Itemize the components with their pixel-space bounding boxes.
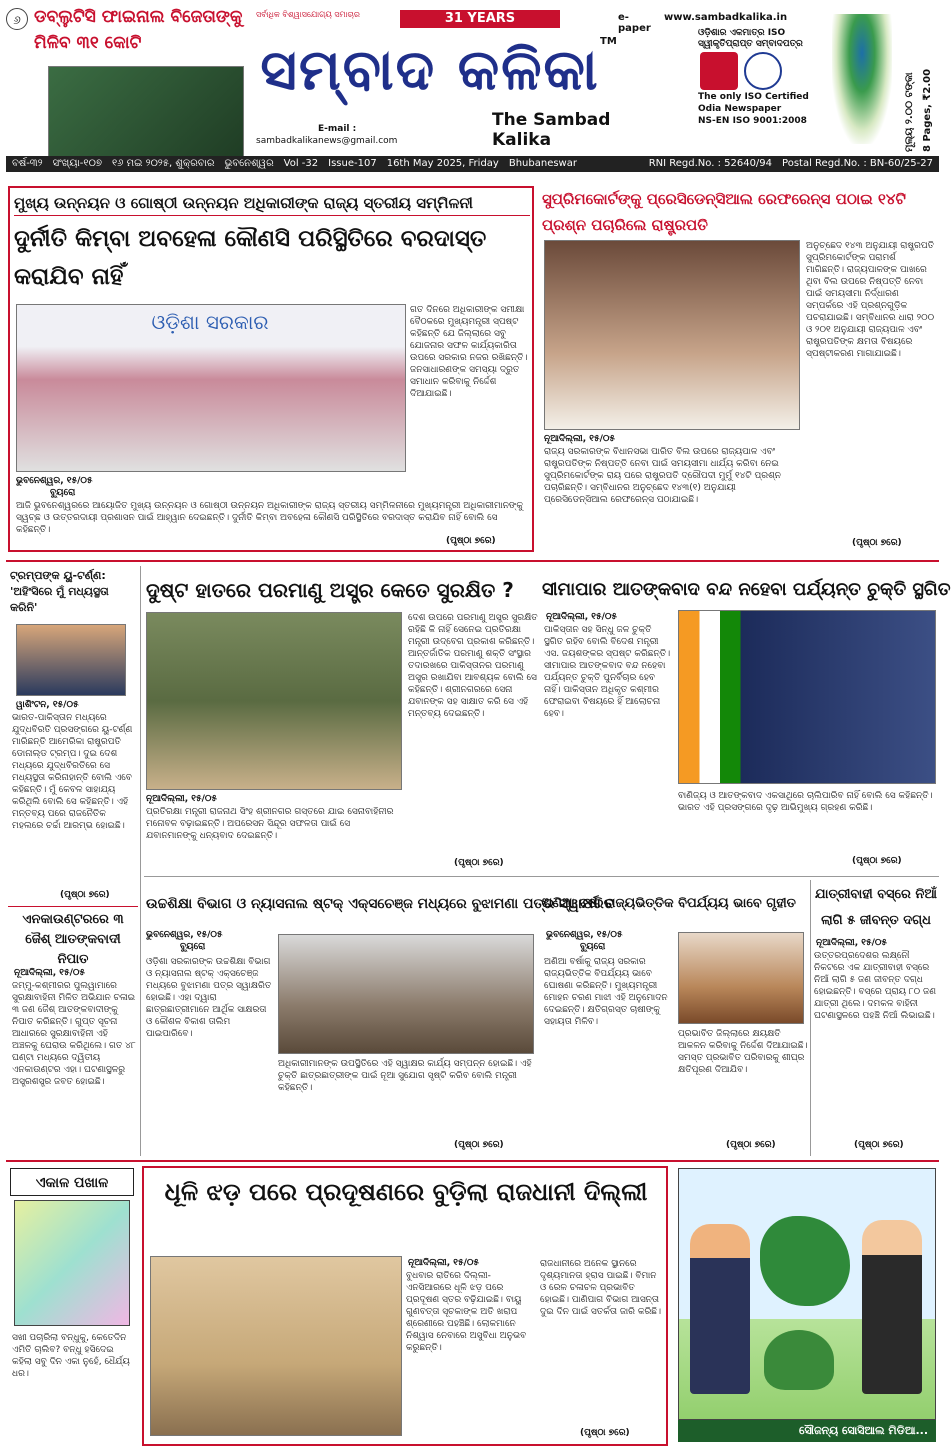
story-7-byline: ବ୍ୟୁରୋ xyxy=(180,942,206,952)
story-5-photo xyxy=(678,610,936,784)
story-7-photo xyxy=(278,934,534,1054)
email-label: E-mail : xyxy=(318,124,357,134)
story-7-continued: (ପୃଷ୍ଠା ୭ରେ) xyxy=(454,1140,504,1150)
ivqa-logo-icon xyxy=(700,52,738,90)
story-5-body: ପାକିସ୍ତାନ ସହ ସିନ୍ଧୁ ଜଳ ଚୁକ୍ତି ସ୍ଥଗିତ ରହିବ ବୋଲି ବିଦେଶ ମନ୍ତ୍ରୀ ଏସ. ଜୟଶଙ୍କର ସ୍ପଷ୍ଟ କରିଛନ୍ତି। ସୀମାପାର ଆତଙ୍କବାଦ ବନ୍ଦ ନହେବା ପର୍ଯ୍ୟନ୍ତ ଚୁକ୍ତି ପୁନର୍ବିଚାର ହେବ ନାହିଁ। ପାକିସ୍ତାନ ଅଧିକୃତ କଶ୍ମୀର ଫେରାଇବା ବିଷୟରେ ହିଁ ଆଲୋଚନା ହେବ। xyxy=(544,625,671,719)
story-10-dateline: ନୂଆଦିଲ୍ଲୀ, ୧୫/୦୫ xyxy=(408,1258,480,1268)
story-6-rule xyxy=(8,906,138,907)
story-3-dateline: ୱାଶିଂଟନ, ୧୫/୦୫ xyxy=(16,700,79,710)
dateline-year: ବର୍ଷ-୩୨ xyxy=(12,158,43,169)
story-1-side-text: ଗତ ଦିନରେ ଅଧିକାରୀଙ୍କ ସମୀକ୍ଷା ବୈଠକରେ ମୁଖ୍ୟମନ୍ତ୍ରୀ ସ୍ପଷ୍ଟ କହିଛନ୍ତି ଯେ ଜିଲ୍ଲାରେ ସବୁ ଯୋଜନାର ସଫଳ କାର୍ଯ୍ୟକାରିତା ଉପରେ ସରକାର ନଜର ରଖିଛନ୍ତି। ଜନସାଧାରଣଙ୍କ ସମସ୍ୟା ଦ୍ରୁତ ସମାଧାନ କରିବାକୁ ନିର୍ଦ୍ଦେଶ ଦିଆଯାଇଛି। xyxy=(410,305,528,399)
story-3-body: ଭାରତ-ପାକିସ୍ତାନ ମଧ୍ୟରେ ଯୁଦ୍ଧବିରତି ପ୍ରସଙ୍ଗରେ ୟୁ-ଟର୍ଣ୍ଣ ମାରିଛନ୍ତି ଆମେରିକା ରାଷ୍ଟ୍ରପତି ଡୋନାଲ୍ଡ ଟ୍ରମ୍ପ। ଦୁଇ ଦେଶ ମଧ୍ୟରେ ଯୁଦ୍ଧବିରତିରେ ସେ ମଧ୍ୟସ୍ଥତା କରିନାହାନ୍ତି ବୋଲି ଏବେ କହିଛନ୍ତି। ମୁଁ କେବଳ ସାହାଯ୍ୟ କରିଥିଲି ବୋଲି ସେ କହିଛନ୍ତି। ଏହି ମନ୍ତବ୍ୟ ପରେ ରାଜନୈତିକ ମହଲରେ ଚର୍ଚ୍ଚା ଆରମ୍ଭ ହୋଇଛି। xyxy=(12,713,133,831)
story-2-body: ରାଜ୍ୟ ସରକାରଙ୍କ ବିଧାନସଭା ପାରିତ ବିଲ ଉପରେ ରାଜ୍ୟପାଳ ଏବଂ ରାଷ୍ଟ୍ରପତିଙ୍କ ନିଷ୍ପତ୍ତି ନେବା ପାଇଁ ସମୟସୀମା ଧାର୍ଯ୍ୟ କରିବା ନେଇ ସୁପ୍ରିମକୋର୍ଟଙ୍କ ରାୟ ପରେ ରାଷ୍ଟ୍ରପତି ଦ୍ରୌପଦୀ ମୁର୍ମୁ ୧୪ଟି ପ୍ରଶ୍ନ ପଚାରିଛନ୍ତି। ସମ୍ବିଧାନର ଅନୁଚ୍ଛେଦ ୧୪୩(୧) ଅନୁଯାୟୀ ପ୍ରେସିଡେନ୍ସିଆଲ ରେଫରେନ୍ସ ପଠାଯାଇଛି। xyxy=(544,447,781,505)
political-cartoon-caption: ସୌଜନ୍ୟ ସୋସିଆଲ ମିଡିଆ... xyxy=(678,1420,936,1442)
iso-line-1: The only ISO Certified xyxy=(698,92,809,102)
story-10-photo xyxy=(150,1256,402,1436)
story-10-headline: ଧୂଳି ଝଡ଼ ପରେ ପ୍ରଦୂଷଣରେ ବୁଡ଼ିଲା ରାଜଧାନୀ ଦିଲ୍ଲୀ xyxy=(164,1178,648,1206)
story-1-continued: (ପୃଷ୍ଠା ୭ରେ) xyxy=(446,536,496,546)
dateline-bar xyxy=(6,156,939,172)
section-divider-1 xyxy=(6,560,939,562)
story-8-dateline: ଭୁବନେଶ୍ୱର, ୧୫/୦୫ xyxy=(546,930,623,940)
story-1-kicker: ମୁଖ୍ୟ ଉନ୍ନୟନ ଓ ଗୋଷ୍ଠୀ ଉନ୍ନୟନ ଅଧିକାରୀଙ୍କ ରାଜ୍ୟ ସ୍ତରୀୟ ସମ୍ମିଳନୀ xyxy=(14,190,530,216)
page-number: ୬ xyxy=(6,8,28,30)
dateline-date-en: 16th May 2025, Friday xyxy=(386,158,499,169)
dateline-vol: Vol -32 xyxy=(283,158,319,169)
dateline-date-odia: ୧୬ ମଇ ୨୦୨୫, ଶୁକ୍ରବାର xyxy=(111,158,215,169)
story-7-body: ଓଡ଼ିଶା ସରକାରଙ୍କ ଉଚ୍ଚଶିକ୍ଷା ବିଭାଗ ଓ ନ୍ୟାସନାଲ ଷ୍ଟକ୍ ଏକ୍ସଚେଞ୍ଜ ମଧ୍ୟରେ ବୁଝାମଣା ପତ୍ର ସ୍ୱାକ୍ଷରିତ ହୋଇଛି। ଏହା ଦ୍ୱାରା ଛାତ୍ରଛାତ୍ରୀମାନେ ଆର୍ଥିକ ସାକ୍ଷରତା ଓ କୌଶଳ ବିକାଶ ତାଲିମ ପାଇପାରିବେ। xyxy=(146,957,272,1039)
masthead-english: The Sambad Kalika xyxy=(492,110,611,150)
story-8-photo xyxy=(678,932,804,1024)
cartoon-dog-icon xyxy=(764,1330,834,1390)
story-3-headline: ଟ୍ରମ୍ପଙ୍କ ୟୁ-ଟର୍ଣ୍ଣ: 'ଅହିଂସିରେ ମୁଁ ମଧ୍ୟସ୍ଥତା କରିନି' xyxy=(10,569,109,614)
story-5-headline: ସୀମାପାର ଆତଙ୍କବାଦ ବନ୍ଦ ନହେବା ପର୍ଯ୍ୟନ୍ତ ଚୁକ୍ତି ସ୍ଥଗିତ xyxy=(542,579,951,600)
story-5-side-text: ବାଣିଜ୍ୟ ଓ ଆତଙ୍କବାଦ ଏକସାଥିରେ ଚାଲିପାରିବ ନାହିଁ ବୋଲି ସେ କହିଛନ୍ତି। ଭାରତ ଏହି ପ୍ରସଙ୍ଗରେ ଦୃଢ଼ ଆଭିମୁଖ୍ୟ ଗ୍ରହଣ କରିଛି। xyxy=(678,791,933,813)
story-1-byline: ବ୍ୟୁରୋ xyxy=(50,488,76,498)
story-7-headline: ଉଚ୍ଚଶିକ୍ଷା ବିଭାଗ ଓ ନ୍ୟାସନାଲ ଷ୍ଟକ୍ ଏକ୍ସଚେଞ୍ଜ ମଧ୍ୟରେ ବୁଝାମଣା ପତ୍ର ସ୍ୱାକ୍ଷରିତ xyxy=(146,896,614,912)
masthead-title: ସମ୍ବାଦ କଳିକା xyxy=(260,38,600,103)
story-7-side-text: ଅଧିକାରୀମାନଙ୍କ ଉପସ୍ଥିତିରେ ଏହି ସ୍ୱାକ୍ଷର କାର୍ଯ୍ୟ ସମ୍ପନ୍ନ ହୋଇଛି। ଏହି ଚୁକ୍ତି ଛାତ୍ରଛାତ୍ରୀଙ୍କ ପାଇଁ ନୂଆ ସୁଯୋଗ ସୃଷ୍ଟି କରିବ ବୋଲି ମନ୍ତ୍ରୀ କହିଛନ୍ତି। xyxy=(278,1059,532,1093)
story-4-body: ପ୍ରତିରକ୍ଷା ମନ୍ତ୍ରୀ ରାଜନାଥ ସିଂହ ଶ୍ରୀନଗର ଗସ୍ତରେ ଯାଇ ସେନାବାହିନୀର ମନୋବଳ ବଢ଼ାଇଛନ୍ତି। ଅପରେସନ ସିନ୍ଦୂର ସଫଳତା ପାଇଁ ସେ ଯବାନମାନଙ୍କୁ ଧନ୍ୟବାଦ ଦେଇଛନ୍ତି। xyxy=(146,807,394,841)
price-pages: 8 Pages, ₹2.00 xyxy=(922,68,933,152)
story-4-side-text: ଦେଶ ଉପରେ ପରମାଣୁ ଅସ୍ତ୍ର ସୁରକ୍ଷିତ ରହିଛି କି ନାହିଁ ସେନେଇ ପ୍ରତିରକ୍ଷା ମନ୍ତ୍ରୀ ଉଦ୍‌ବେଗ ପ୍ରକାଶ କରିଛନ୍ତି। ଆନ୍ତର୍ଜାତିକ ପରମାଣୁ ଶକ୍ତି ସଂସ୍ଥାର ତଦାରଖରେ ପାକିସ୍ତାନର ପରମାଣୁ ଅସ୍ତ୍ର ରଖାଯିବା ଆବଶ୍ୟକ ବୋଲି ସେ କହିଛନ୍ତି। ଶ୍ରୀନଗରରେ ସେନା ଯବାନଙ୍କ ସହ ସାକ୍ଷାତ କରି ସେ ଏହି ମନ୍ତବ୍ୟ ଦେଇଛନ୍ତି। xyxy=(408,613,538,719)
story-8-byline: ବ୍ୟୁରୋ xyxy=(580,942,606,952)
masthead-tagline: ସର୍ବାଧିକ ବିଶ୍ୱାସଯୋଗ୍ୟ ସମାଚାର xyxy=(256,10,360,19)
story-8-headline: ଅଣିଆ ବର୍ଷା ରାଜ୍ୟଭିତ୍ତିକ ବିପର୍ଯ୍ୟୟ ଭାବେ ଗୃହୀତ xyxy=(542,896,796,911)
iso-line-2: Odia Newspaper xyxy=(698,104,782,114)
column-rule-2 xyxy=(810,880,811,1156)
cartoon-figure-right xyxy=(862,1220,922,1394)
dateline-rni: RNI Regd.No. : 52640/94 xyxy=(648,158,773,169)
cartoon-illustration xyxy=(14,1200,130,1326)
cartoon-title: ଏକାଳ ପଖାଳ xyxy=(10,1168,134,1196)
story-1-dateline: ଭୁବନେଶ୍ୱର, ୧୫/୦୫ xyxy=(16,476,93,486)
iso-seal-icon xyxy=(744,52,782,90)
story-10-side-text: ରାଜଧାନୀରେ ଅନେକ ସ୍ଥାନରେ ଦୃଶ୍ୟମାନତା ହ୍ରାସ ପାଇଛି। ବିମାନ ଓ ରେଳ ଚଳାଚଳ ପ୍ରଭାବିତ ହୋଇଛି। ପାଣିପାଗ ବିଭାଗ ଆସନ୍ତା ଦୁଇ ଦିନ ପାଇଁ ସତର୍କତା ଜାରି କରିଛି। xyxy=(540,1259,662,1317)
story-10-continued: (ପୃଷ୍ଠା ୭ରେ) xyxy=(580,1428,630,1438)
story-8-continued: (ପୃଷ୍ଠା ୭ରେ) xyxy=(726,1140,776,1150)
years-badge: 31 YEARS xyxy=(400,10,560,28)
story-9-headline: ଯାତ୍ରୀବାହୀ ବସ୍‌ରେ ନିଆଁ ଲାଗି ୫ ଜୀବନ୍ତ ଦଗ୍ଧ xyxy=(815,887,937,928)
story-6-body: ଜମ୍ମୁ-କଶ୍ମୀରର ପୁଲୱାମାରେ ସୁରକ୍ଷାବାହିନୀ ମିଳିତ ଅଭିଯାନ ଚଳାଇ ୩ ଜଣ ଜୈଶ୍ ଆତଙ୍କବାଦୀଙ୍କୁ ନିପାତ କରିଛନ୍ତି। ଗୁପ୍ତ ସୂଚନା ଆଧାରରେ ସୁରକ୍ଷାବାହିନୀ ଏହି ଅଞ୍ଚଳକୁ ଘେରାଉ କରିଥିଲେ। ଗତ ୪୮ ଘଣ୍ଟା ମଧ୍ୟରେ ଦ୍ୱିତୀୟ ଏନକାଉଣ୍ଟର ଏହା। ଘଟଣାସ୍ଥଳରୁ ଅସ୍ତ୍ରଶସ୍ତ୍ର ଜବତ ହୋଇଛି। xyxy=(12,981,136,1087)
dateline-postal: Postal Regd.No. : BN-60/25-27 xyxy=(782,158,933,169)
trademark: TM xyxy=(600,36,617,47)
wtc-players-photo xyxy=(48,66,244,162)
peacock-feather-icon xyxy=(832,14,892,144)
cartoon-figure-left xyxy=(690,1224,750,1394)
story-2-side-text: ଅନୁଚ୍ଛେଦ ୧୪୩ ଅନୁଯାୟୀ ରାଷ୍ଟ୍ରପତି ସୁପ୍ରିମକୋର୍ଟଙ୍କ ପରାମର୍ଶ ମାଗିଛନ୍ତି। ରାଜ୍ୟପାଳଙ୍କ ପାଖରେ ଥିବା ବିଲ ଉପରେ ନିଷ୍ପତ୍ତି ନେବା ପାଇଁ ସମୟସୀମା ନିର୍ଦ୍ଧାରଣ ସମ୍ପର୍କରେ ଏହି ପ୍ରଶ୍ନଗୁଡ଼ିକ ପଚରାଯାଇଛି। ସମ୍ବିଧାନର ଧାରା ୨୦୦ ଓ ୨୦୧ ଅନୁଯାୟୀ ରାଜ୍ୟପାଳ ଏବଂ ରାଷ୍ଟ୍ରପତିଙ୍କ କ୍ଷମତା ବିଷୟରେ ସ୍ପଷ୍ଟୀକରଣ ମାଗାଯାଇଛି। xyxy=(806,241,935,359)
section-divider-3 xyxy=(6,1160,939,1162)
dateline-issue: Issue-107 xyxy=(328,158,377,169)
story-1-body: ଆଜି ଭୁବନେଶ୍ୱରରେ ଆୟୋଜିତ ମୁଖ୍ୟ ଉନ୍ନୟନ ଓ ଗୋଷ୍ଠୀ ଉନ୍ନୟନ ଅଧିକାରୀଙ୍କ ରାଜ୍ୟ ସ୍ତରୀୟ ସମ୍ମିଳନୀରେ ମୁଖ୍ୟମନ୍ତ୍ରୀ ଅଧିକାରୀମାନଙ୍କୁ ସ୍ୱଚ୍ଛ ଓ ଉତ୍ତରଦାୟୀ ପ୍ରଶାସନ ପାଇଁ ଆହ୍ୱାନ ଦେଇଛନ୍ତି। ଦୁର୍ନୀତି କିମ୍ବା ଅବହେଳା କୌଣସି ପରିସ୍ଥିତିରେ ବରଦାସ୍ତ କରାଯିବ ନାହିଁ ବୋଲି ସେ କହିଛନ୍ତି। xyxy=(16,501,524,535)
story-8-side-text: ପ୍ରଭାବିତ ଜିଲ୍ଲାରେ କ୍ଷୟକ୍ଷତି ଆକଳନ କରିବାକୁ ନିର୍ଦ୍ଦେଶ ଦିଆଯାଇଛି। ସମସ୍ତ ପ୍ରଭାବିତ ପରିବାରକୁ ଶୀଘ୍ର କ୍ଷତିପୂରଣ ଦିଆଯିବ। xyxy=(678,1029,808,1075)
dateline-city-odia: ଭୁବନେଶ୍ୱର xyxy=(224,158,274,169)
email-address: sambadkalikanews@gmail.com xyxy=(256,136,398,146)
story-4-headline: ଦୁଷ୍ଟ ହାତରେ ପରମାଣୁ ଅସ୍ତ୍ର କେତେ ସୁରକ୍ଷିତ ? xyxy=(146,578,514,602)
story-10-body: ବୁଧବାର ରାତିରେ ଦିଲ୍ଲୀ-ଏନସିଆରରେ ଧୂଳି ଝଡ଼ ପରେ ପ୍ରଦୂଷଣ ସ୍ତର ବଢ଼ିଯାଇଛି। ବାୟୁ ଗୁଣବତ୍ତା ସୂଚକାଙ୍କ ଅତି ଖରାପ ଶ୍ରେଣୀରେ ପହଞ୍ଚିଛି। ଲୋକମାନେ ନିଶ୍ୱାସ ନେବାରେ ଅସୁବିଧା ଅନୁଭବ କରୁଛନ୍ତି। xyxy=(406,1271,527,1353)
story-2-headline: ସୁପ୍ରିମକୋର୍ଟଙ୍କୁ ପ୍ରେସିଡେନ୍ସିଆଲ ରେଫରେନ୍ସ ପଠାଇ ୧୪ଟି ପ୍ରଶ୍ନ ପଚାରିଲେ ରାଷ୍ଟ୍ରପତି xyxy=(542,190,906,234)
iso-odia-text: ଓଡ଼ିଶାର ଏକମାତ୍ର ISO ସ୍ୱୀକୃତିପ୍ରାପ୍ତ ସମ୍ବାଦପତ୍ର xyxy=(698,28,803,49)
story-2-dateline: ନୂଆଦିଲ୍ଲୀ, ୧୫/୦୫ xyxy=(544,434,616,444)
story-2-photo xyxy=(544,240,800,430)
story-8-body: ଅଣିଆ ବର୍ଷାକୁ ରାଜ୍ୟ ସରକାର ରାଜ୍ୟଭିତ୍ତିକ ବିପର୍ଯ୍ୟୟ ଭାବେ ଘୋଷଣା କରିଛନ୍ତି। ମୁଖ୍ୟମନ୍ତ୍ରୀ ମୋହନ ଚରଣ ମାଝୀ ଏହି ଅନୁମୋଦନ ଦେଇଛନ୍ତି। କ୍ଷତିଗ୍ରସ୍ତ ଚାଷୀଙ୍କୁ ସହାୟତା ମିଳିବ। xyxy=(544,957,668,1027)
dateline-issue-odia: ସଂଖ୍ୟା-୧୦୭ xyxy=(52,158,102,169)
story-5-continued: (ପୃଷ୍ଠା ୭ରେ) xyxy=(852,856,902,866)
story-6-dateline: ନୂଆଦିଲ୍ଲୀ, ୧୫/୦୫ xyxy=(14,968,86,978)
iso-line-3: NS-EN ISO 9001:2008 xyxy=(698,116,807,126)
cartoon-caption: ସଖୀ ପଚାରିଲା ବନ୍ଧୁକୁ, କେତେଦିନ ଏମିତି ଚାଲିବ? ବନ୍ଧୁ ହସିଦେଇ କହିଲା ସବୁ ଦିନ ଏକା ନୁହେଁ, ଧୈର୍ଯ୍ୟ ଧର। xyxy=(12,1333,130,1379)
top-left-headline: ଡବ୍ଲୁଟିସି ଫାଇନାଲ ବିଜେତାଙ୍କୁ ମିଳିବ ୩୧ କୋଟି xyxy=(34,7,243,53)
price-odia: ମୂଲ୍ୟ ୨.୦୦ ଟଙ୍କା xyxy=(904,72,915,152)
story-5-dateline: ନୂଆଦିଲ୍ଲୀ, ୧୫/୦୫ xyxy=(546,612,618,622)
story-4-photo xyxy=(146,612,402,790)
story-1-photo-banner: ଓଡ଼ିଶା ସରକାର xyxy=(151,310,269,334)
story-4-dateline: ନୂଆଦିଲ୍ଲୀ, ୧୫/୦୫ xyxy=(146,794,218,804)
story-3-photo xyxy=(16,624,126,696)
story-9-body: ଉତ୍ତରପ୍ରଦେଶର ଲକ୍ଷ୍ନୌ ନିକଟରେ ଏକ ଯାତ୍ରୀବାହୀ ବସ୍‌ରେ ନିଆଁ ଲାଗି ୫ ଜଣ ଜୀବନ୍ତ ଦଗ୍ଧ ହୋଇଛନ୍ତି। ବସ୍‌ରେ ପ୍ରାୟ ୮୦ ଜଣ ଯାତ୍ରୀ ଥିଲେ। ଦମକଳ ବାହିନୀ ଘଟଣାସ୍ଥଳରେ ପହଞ୍ଚି ନିଆଁ ଲିଭାଇଛି। xyxy=(814,951,937,1021)
section-divider-2 xyxy=(144,876,939,877)
epaper-label: e-paper xyxy=(618,12,651,34)
story-4-continued: (ପୃଷ୍ଠା ୭ରେ) xyxy=(454,858,504,868)
story-1-headline: ଦୁର୍ନୀତି କିମ୍ବା ଅବହେଳା କୌଣସି ପରିସ୍ଥିତିରେ ବରଦାସ୍ତ କରାଯିବ ନାହିଁ xyxy=(14,226,487,290)
story-2-continued: (ପୃଷ୍ଠା ୭ରେ) xyxy=(852,538,902,548)
dateline-city-en: Bhubaneswar xyxy=(508,158,577,169)
story-6-headline: ଏନକାଉଣ୍ଟରରେ ୩ ଜୈଶ୍ ଆତଙ୍କବାଦୀ ନିପାତ xyxy=(22,912,124,967)
website-link[interactable]: www.sambadkalika.in xyxy=(664,12,788,23)
column-rule-1 xyxy=(140,566,141,1156)
story-7-dateline: ଭୁବନେଶ୍ୱର, ୧୫/୦୫ xyxy=(146,930,223,940)
story-9-dateline: ନୂଆଦିଲ୍ଲୀ, ୧୫/୦୫ xyxy=(816,938,888,948)
story-9-continued: (ପୃଷ୍ଠା ୭ରେ) xyxy=(854,1140,904,1150)
story-3-continued: (ପୃଷ୍ଠା ୭ରେ) xyxy=(60,890,110,900)
